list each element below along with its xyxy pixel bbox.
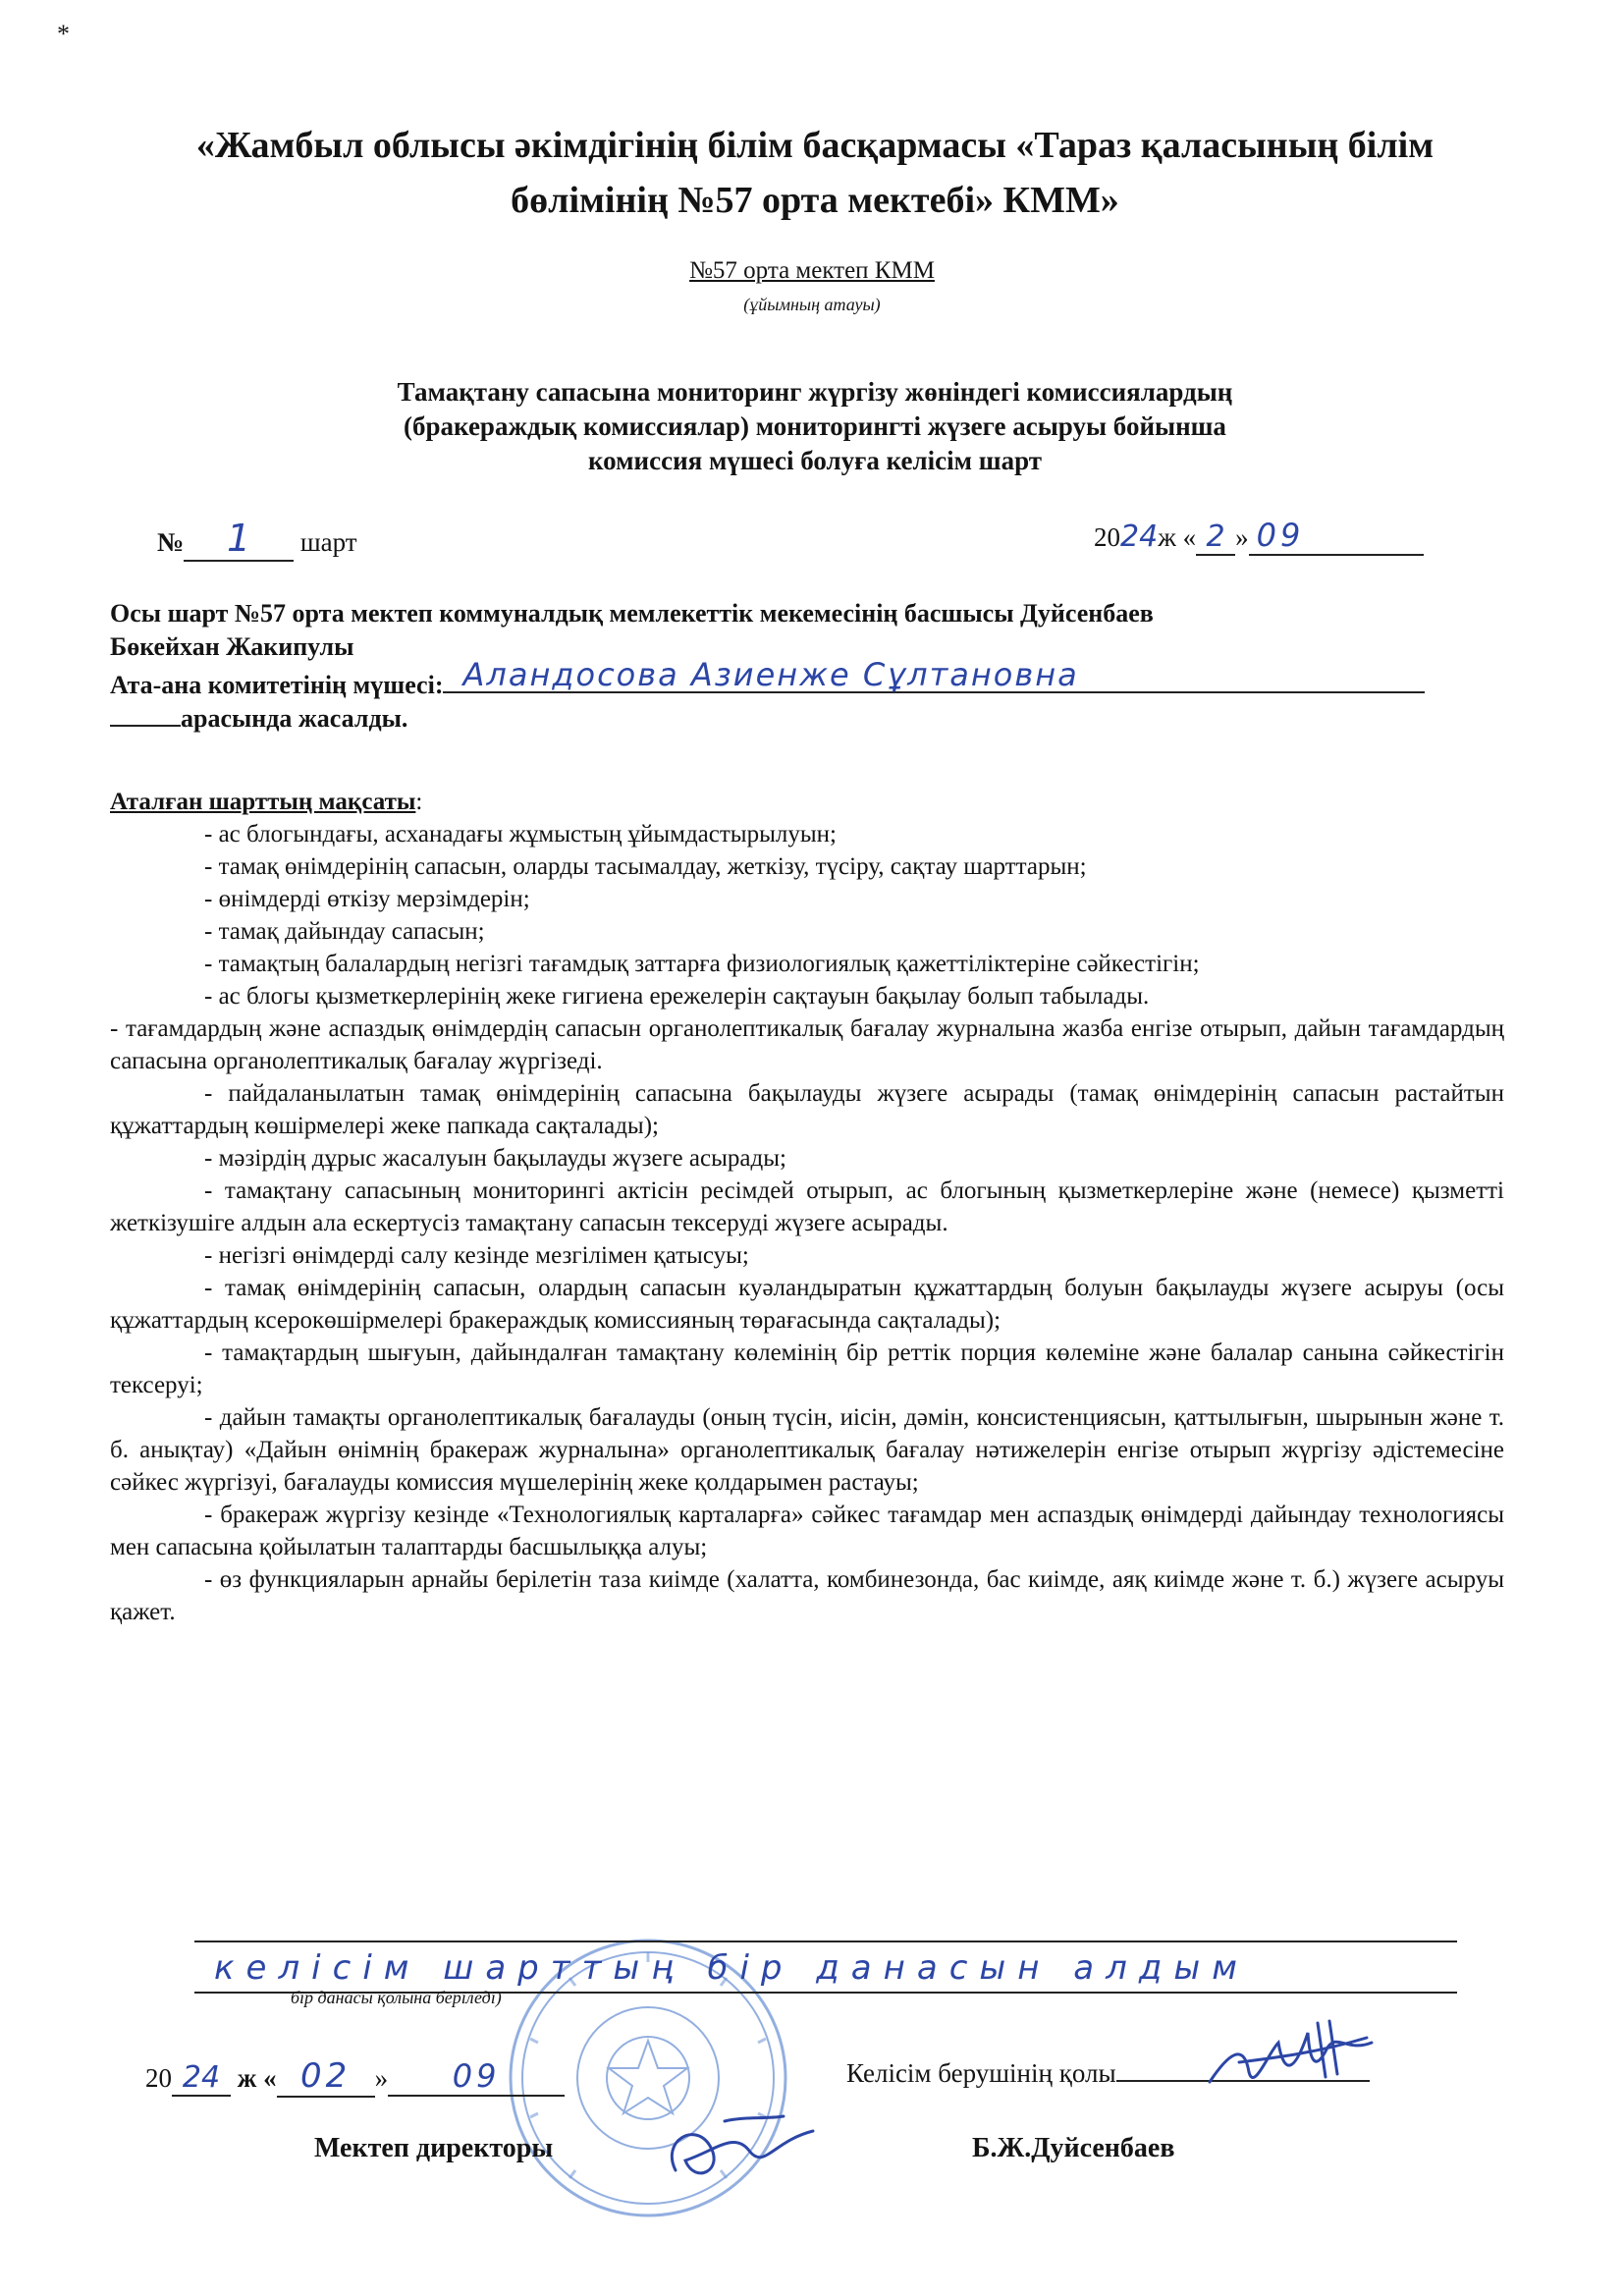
purpose-item: - тамақ өнімдерінің сапасын, олардың сапасын куәландыратын құжаттардың болуын бақылауды жүзеге асыруы (осы құжаттардың ксерокөшірмелері бракераждық комиссияның төрағасында сақталады); <box>110 1275 1504 1334</box>
purpose-heading: Аталған шарттың мақсаты: <box>110 789 423 815</box>
purpose-item: - негізгі өнімдерді салу кезінде мезгілімен қатысуы; <box>204 1242 749 1269</box>
purpose-item: - тамақтану сапасының мониторингі актісін ресімдей отырып, ас блогының қызметкерлеріне және (немесе) қызметті жеткізушіге алдын ала ескертусіз тамақтану сапасын тексеруді жүзеге асырады. <box>110 1177 1504 1236</box>
purpose-item: - ас блогындағы, асханадағы жұмыстың ұйымдастырылуын; <box>204 821 837 847</box>
purpose-item: - бракераж жүргізу кезінде «Технологиялық карталарға» сәйкес тағамдар мен аспаздық өнімдерді дайындау технологиясы мен сапасына қойылатын талаптарды басшылыққа алуы; <box>110 1502 1504 1560</box>
sign-date-day: 02 <box>299 2056 352 2096</box>
contract-parties <box>110 597 1514 736</box>
date-close: » <box>1235 522 1249 552</box>
contract-number <box>157 517 357 562</box>
number-prefix: № <box>157 527 185 557</box>
director-label: Мектеп директоры <box>314 2133 554 2163</box>
doc-title-line-1: Тамақтану сапасына мониторинг жүргізу жөніндегі комиссиялардың <box>397 377 1233 407</box>
parties-member-row <box>110 656 1514 702</box>
signature-date: 20 24 ж « 02 » 09 <box>145 2056 565 2098</box>
date-day: 2 <box>1206 519 1225 554</box>
org-title-line-2: бөлімінің №57 орта мектебі» КММ» <box>511 180 1119 221</box>
purpose-item: - мәзірдің дұрыс жасалуын бақылауды жүзеге асырады; <box>204 1145 786 1172</box>
purpose-item: - тамақтардың шығуын, дайындалған тамақтану көлемінің бір реттік порция көлеміне және балалар санына сәйкестігін тексеруі; <box>110 1339 1504 1398</box>
purpose-section <box>110 786 1504 1628</box>
doc-title-line-3: комиссия мүшесі болуға келісім шарт <box>587 446 1043 475</box>
purpose-item: - ас блогы қызметкерлерінің жеке гигиена ережелерін сақтауын бақылау болып табылады. <box>204 983 1150 1010</box>
purpose-item: - өнімдерді өткізу мерзімдерін; <box>204 886 530 912</box>
copy-receipt <box>194 1933 1457 1988</box>
copy-handwritten-note: келісім шарттың бір данасын алдым <box>214 1948 1249 1988</box>
purpose-item: - өз функцияларын арнайы берілетін таза киімде (халатта, комбинезонда, бас киімде, аяқ киімде және т. б.) жүзеге асыруы қажет. <box>110 1566 1504 1625</box>
member-label: Ата-ана комитетінің мүшесі: <box>110 671 444 699</box>
date-year: 24 <box>1120 519 1159 554</box>
date-month: 09 <box>1256 517 1305 554</box>
organization-caption: (ұйымның атауы) <box>743 295 881 314</box>
parties-line-4 <box>110 702 1514 736</box>
parties-line-1: Осы шарт №57 орта мектеп коммуналдық мемлекеттік мекемесінің басшысы Дуйсенбаев <box>110 599 1154 628</box>
document-title <box>137 375 1492 478</box>
consent-signature <box>1200 2003 1386 2102</box>
org-title-line-1: «Жамбыл облысы әкімдігінің білім басқармасы «Тараз қаласының білім <box>195 125 1435 166</box>
purpose-item: - тамақ дайындау сапасын; <box>204 918 485 945</box>
purpose-item: - пайдаланылатын тамақ өнімдерінің сапасына бақылауды жүзеге асырады (тамақ өнімдерінің сапасын растайтын құжаттардың көшірмелері жеке папкада сақталады); <box>110 1080 1504 1139</box>
consent-label: Келісім берушінің қолы <box>846 2058 1116 2088</box>
parties-suffix: арасында жасалды. <box>181 704 408 733</box>
number-suffix: шарт <box>294 527 357 557</box>
contract-date <box>1094 517 1424 556</box>
date-prefix: 20 <box>1094 522 1120 552</box>
purpose-item: - тағамдардың және аспаздық өнімдердің сапасын органолептикалық бағалау журналына жазба енгізе отырып, дайын тағамдардың сапасына органолептикалық бағалау жүргізеді. <box>110 1015 1504 1074</box>
sign-date-year: 24 <box>182 2060 221 2095</box>
number-value: 1 <box>227 517 251 560</box>
organization-title <box>137 118 1492 228</box>
purpose-item: - дайын тамақты органолептикалық бағалауды (оның түсін, иісін, дәмін, консистенциясын, қаттылығын, шырынын және т. б. анықтау) «Дайын өнімнің бракераж журналына» органолептикалық бағалау нәтижелерін енгізе отырып жүргізу әдістемесіне сәйкес жүргізуі, бағалауды комиссия мүшелерінің жеке қолдарымен растауы; <box>110 1404 1504 1496</box>
purpose-item: - тамақ өнімдерінің сапасын, оларды тасымалдау, жеткізу, түсіру, сақтау шарттарын; <box>204 853 1087 880</box>
director-signature <box>656 2102 823 2190</box>
organization-name: №57 орта мектеп КММ <box>689 257 935 284</box>
parties-line-2: Бөкейхан Жакипулы <box>110 632 354 661</box>
copy-caption: бір данасы қолына беріледі) <box>291 1988 502 2007</box>
purpose-item: - тамақтың балалардың негізгі тағамдық заттарға физиологиялық қажеттіліктеріне сәйкестігін; <box>204 951 1200 977</box>
director-name: Б.Ж.Дуйсенбаев <box>972 2133 1175 2163</box>
member-handwritten-name: Аландосова Азиенже Сұлтановна <box>462 656 1079 693</box>
sign-date-month: 09 <box>452 2057 501 2095</box>
doc-title-line-2: (бракераждық комиссиялар) мониторингті жүзеге асыруы бойынша <box>404 411 1226 441</box>
date-mid: ж « <box>1158 522 1197 552</box>
scan-mark: * <box>57 20 70 48</box>
